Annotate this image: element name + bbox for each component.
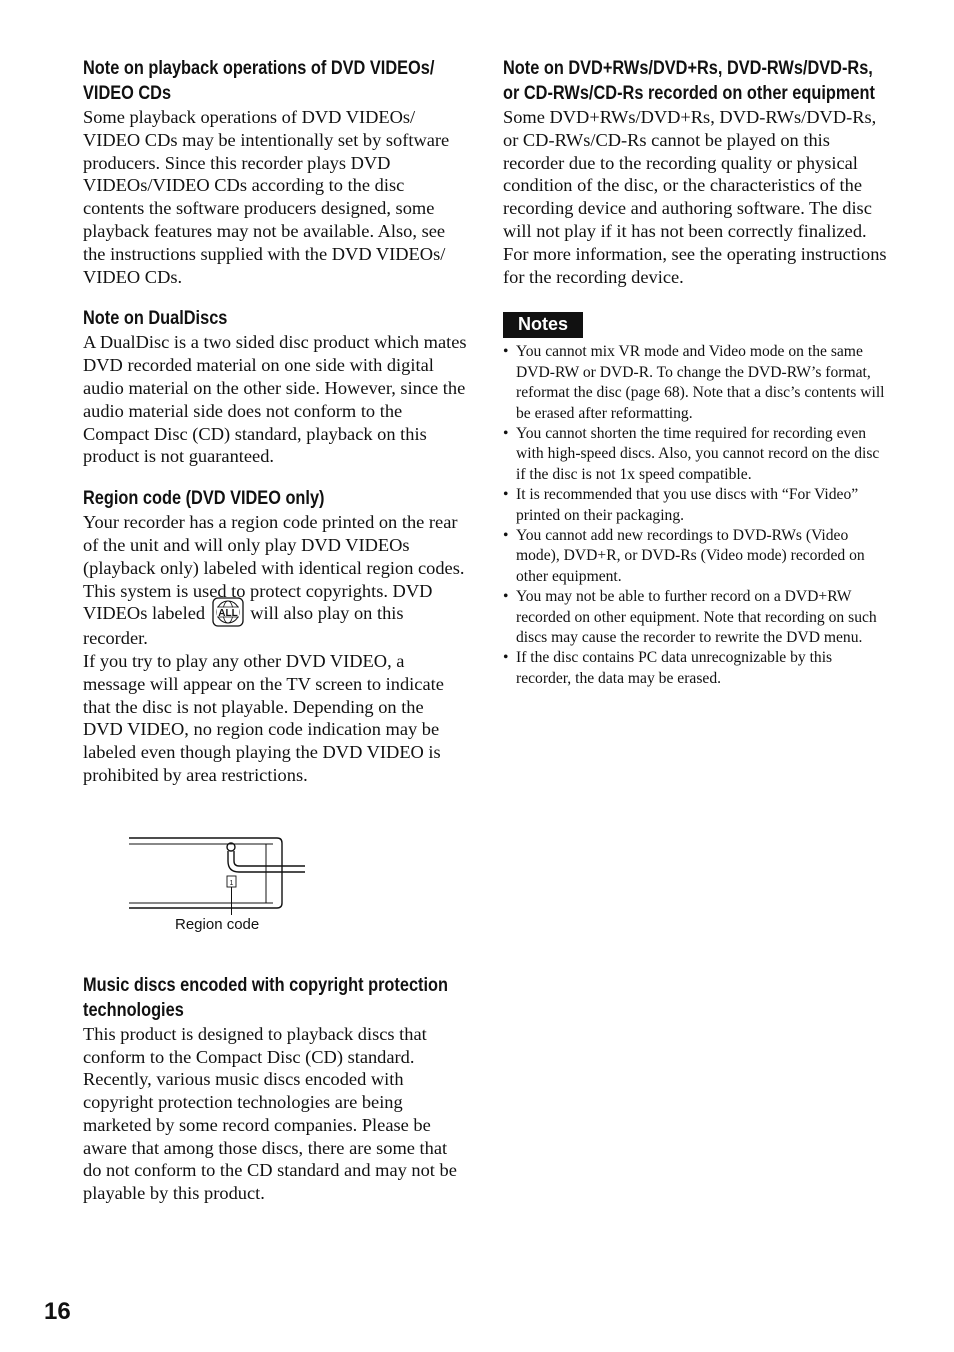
region-code-text-before: Your recorder has a region code printed on the rear of the unit and will only play DVD VIDEOs (playback only) labeled with identical region codes. This system is used to protect copyrights. DVD VIDEOs labeled bbox=[83, 512, 465, 624]
paragraph-region-code bbox=[83, 511, 468, 650]
note-item: • You cannot mix VR mode and Video mode on the same DVD-RW or DVD-R. To change the DVD-RW’s format, reformat the disc (page 68). Note that a disc’s contents will be erased after reformatting. bbox=[503, 343, 885, 422]
figure-caption-region-code: Region code bbox=[175, 915, 260, 933]
notes-list bbox=[503, 342, 888, 689]
region-all-label: ALL bbox=[217, 608, 238, 620]
heading-region-code: Region code (DVD VIDEO only) bbox=[83, 488, 325, 510]
note-item: • You may not be able to further record on a DVD+RW recorded on other equipment. Note that recording on such discs may cause the recorder to rewrite the DVD menu. bbox=[503, 588, 877, 647]
heading-playback-operations: Note on playback operations of DVD VIDEOs/ VIDEO CDs bbox=[83, 58, 435, 104]
svg-text:1: 1 bbox=[229, 879, 234, 887]
paragraph-playback-operations: Some playback operations of DVD VIDEOs/ VIDEO CDs may be intentionally set by software producers. Since this recorder plays DVD VIDEOs/VIDEO CDs according to the disc contents the software producers designed, some playback features may not be available. Also, see the instructions supplied with the DVD VIDEOs/ VIDEO CDs. bbox=[83, 107, 450, 287]
bullet-icon: • bbox=[503, 343, 509, 361]
region-all-globe-icon bbox=[212, 597, 244, 627]
bullet-icon: • bbox=[503, 425, 509, 442]
left-column bbox=[83, 56, 468, 1205]
region-code-text-after: will also play on this recorder. bbox=[83, 603, 404, 649]
bullet-icon: • bbox=[503, 649, 509, 667]
note-item: • If the disc contains PC data unrecognizable by this recorder, the data may be erased. bbox=[503, 649, 833, 687]
note-item: • You cannot add new recordings to DVD-RWs (Video mode), DVD+R, or DVD-Rs (Video mode) recorded on other equipment. bbox=[503, 527, 865, 585]
note-item: • You cannot shorten the time required for recording even with high-speed discs. Also, you cannot record on the disc if the disc is not 1x speed compatible. bbox=[503, 425, 880, 483]
paragraph-region-warning: If you try to play any other DVD VIDEO, a message will appear on the TV screen to indicate that the disc is not playable. Depending on the DVD VIDEO, no region code indication may be labeled even though playing the DVD VIDEO is prohibited by area restrictions. bbox=[83, 650, 444, 785]
heading-music-discs: Music discs encoded with copyright protection technologies bbox=[83, 974, 448, 1021]
heading-recorded-discs: Note on DVD+RWs/DVD+Rs, DVD-RWs/DVD-Rs, or CD-RWs/CD-Rs recorded on other equipment bbox=[503, 58, 875, 104]
paragraph-music-discs: This product is designed to playback discs that conform to the Compact Disc (CD) standard. Recently, various music discs encoded with copyright protection technologies are being marketed by some record companies. Please be aware that among those discs, there are some that do not conform to the CD standard and may not be playable by this product. bbox=[83, 1023, 457, 1204]
paragraph-dualdiscs: A DualDisc is a two sided disc product which mates DVD recorded material on one side with digital audio material on the other side. However, since the audio material side does not conform to the Compact Disc (CD) standard, playback on this product is not guaranteed. bbox=[83, 332, 467, 467]
bullet-icon: • bbox=[503, 527, 509, 545]
bullet-icon: • bbox=[503, 588, 509, 606]
right-column bbox=[503, 56, 888, 689]
bullet-icon: • bbox=[503, 486, 509, 504]
note-item: • It is recommended that you use discs with “For Video” printed on their packaging. bbox=[503, 486, 859, 524]
page-number: 16 bbox=[44, 1298, 71, 1325]
region-code-figure bbox=[127, 823, 468, 963]
paragraph-recorded-discs: Some DVD+RWs/DVD+Rs, DVD-RWs/DVD-Rs, or CD-RWs/CD-Rs cannot be played on this recorder due to the recording quality or physical condition of the disc, or the characteristics of the recording device and authoring software. The disc will not play if it has not been correctly finalized. For more information, see the operating instructions for the recording device. bbox=[503, 107, 887, 287]
recorder-rear-illustration bbox=[127, 823, 327, 918]
notes-badge: Notes bbox=[503, 312, 583, 338]
heading-dualdiscs: Note on DualDiscs bbox=[83, 308, 228, 330]
